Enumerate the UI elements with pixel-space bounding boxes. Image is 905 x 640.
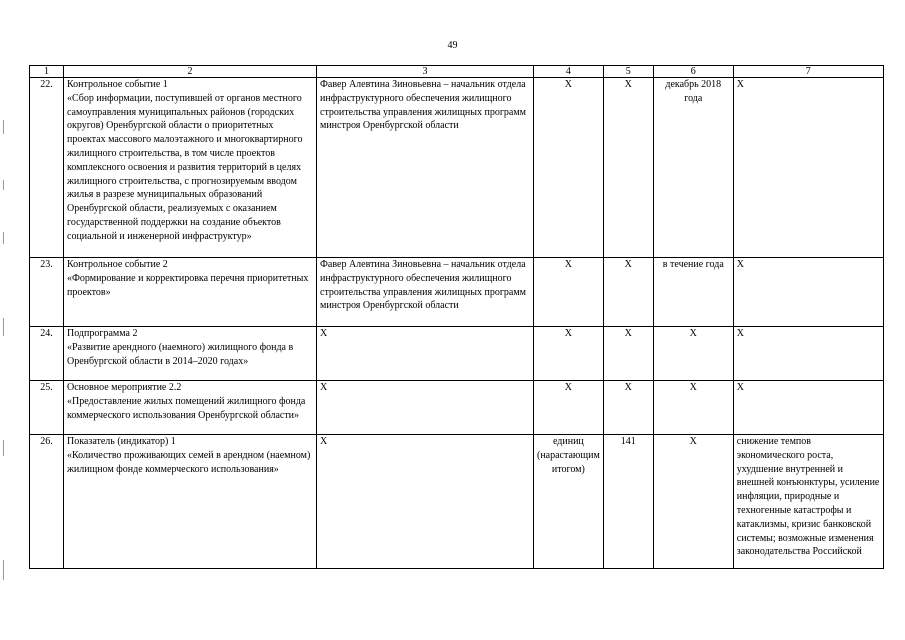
row-col5: X	[603, 381, 653, 435]
header-cell: 3	[317, 66, 534, 78]
row-responsible: Фавер Алевтина Зиновьевна – начальник отдела инфраструктурного обеспечения жилищного строительства управления жилищных программ минстроя Оренбургской области	[317, 258, 534, 327]
row-title: Подпрограмма 2	[67, 328, 138, 339]
row-col5: X	[603, 78, 653, 258]
row-col4: X	[534, 327, 604, 381]
header-cell: 5	[603, 66, 653, 78]
row-text: «Сбор информации, поступившей от органов местного самоуправления муниципальных районов (городских округов) Оренбургской области о приоритетных проектах массового малоэтажного и многоквартирного жилищного строительства, в том числе проектов комплексного освоения и развития территорий в целях жилищного строительства, с прогнозируемым вводом жилья в разрезе муниципальных образований Оренбургской области, реализуемых с оказанием государственной поддержки на создание объектов социальной и инженерной инфраструктур»	[67, 92, 303, 242]
row-responsible: X	[317, 381, 534, 435]
row-col7: снижение темпов экономического роста, ухудшение внутренней и внешней конъюнктуры, усиление инфляции, природные и техногенные катастрофы и катаклизмы, кризис банковской системы; возможные изменения законодательства Российской	[733, 435, 883, 569]
row-description	[64, 78, 317, 258]
row-description	[64, 381, 317, 435]
row-number: 26.	[30, 435, 64, 569]
row-col4: X	[534, 78, 604, 258]
scan-edge-mark	[3, 120, 4, 134]
header-cell: 7	[733, 66, 883, 78]
header-cell: 6	[653, 66, 733, 78]
row-col7: X	[733, 258, 883, 327]
table-row	[30, 381, 884, 435]
document-table	[29, 65, 884, 569]
header-cell: 1	[30, 66, 64, 78]
row-col6: X	[653, 381, 733, 435]
row-text: «Предоставление жилых помещений жилищного фонда коммерческого использования Оренбургской области»	[67, 395, 306, 421]
row-col6: декабрь 2018 года	[653, 78, 733, 258]
row-number: 23.	[30, 258, 64, 327]
row-responsible: Фавер Алевтина Зиновьевна – начальник отдела инфраструктурного обеспечения жилищного строительства управления жилищных программ минстроя Оренбургской области	[317, 78, 534, 258]
row-col5: X	[603, 258, 653, 327]
row-col5: 141	[603, 435, 653, 569]
row-col6: X	[653, 435, 733, 569]
row-number: 24.	[30, 327, 64, 381]
row-text: «Формирование и корректировка перечня приоритетных проектов»	[67, 272, 309, 298]
header-cell: 2	[64, 66, 317, 78]
row-responsible: X	[317, 327, 534, 381]
row-col6: в течение года	[653, 258, 733, 327]
row-number: 22.	[30, 78, 64, 258]
row-col7: X	[733, 78, 883, 258]
row-title: Контрольное событие 2	[67, 259, 168, 270]
row-description	[64, 435, 317, 569]
table-row	[30, 435, 884, 569]
header-cell: 4	[534, 66, 604, 78]
row-col4: X	[534, 258, 604, 327]
row-description	[64, 258, 317, 327]
row-title: Основное мероприятие 2.2	[67, 382, 182, 393]
row-col5: X	[603, 327, 653, 381]
row-col7: X	[733, 381, 883, 435]
table-header-row	[30, 66, 884, 78]
row-col6: X	[653, 327, 733, 381]
row-text: «Развитие арендного (наемного) жилищного фонда в Оренбургской области в 2014–2020 годах»	[67, 341, 294, 367]
row-number: 25.	[30, 381, 64, 435]
scan-edge-mark	[3, 318, 4, 336]
table-row	[30, 78, 884, 258]
row-title: Показатель (индикатор) 1	[67, 436, 176, 447]
table-row	[30, 327, 884, 381]
row-title: Контрольное событие 1	[67, 79, 168, 90]
scan-edge-mark	[3, 232, 4, 244]
row-description	[64, 327, 317, 381]
row-responsible: X	[317, 435, 534, 569]
table-row	[30, 258, 884, 327]
scan-edge-mark	[3, 180, 4, 190]
row-col4: X	[534, 381, 604, 435]
row-text: «Количество проживающих семей в арендном (наемном) жилищном фонде коммерческого использования»	[67, 449, 311, 475]
row-col7: X	[733, 327, 883, 381]
page-number: 49	[447, 40, 458, 51]
row-col4: единиц (нарастающим итогом)	[534, 435, 604, 569]
scan-edge-mark	[3, 440, 4, 456]
scan-edge-mark	[3, 560, 4, 580]
